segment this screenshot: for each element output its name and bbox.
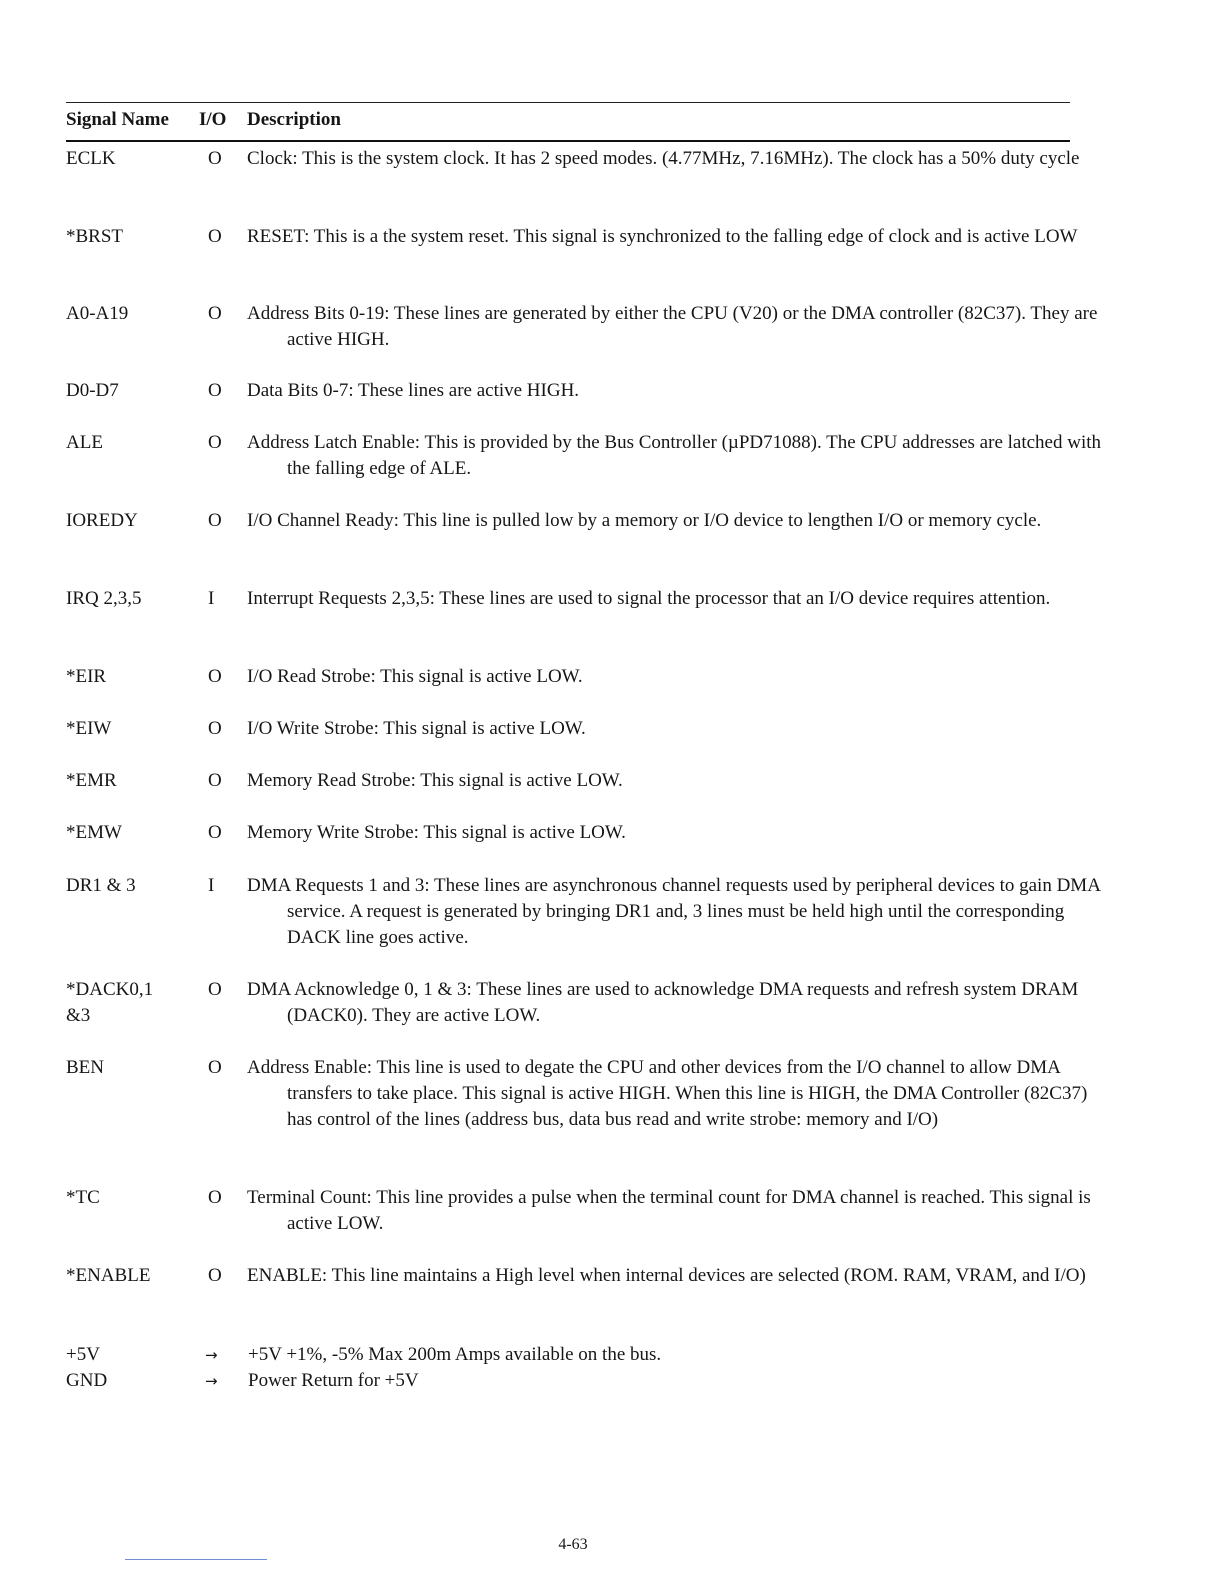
signal-description: Address Bits 0-19: These lines are generated by either the CPU (V20) or the DMA controller (82C37). They are active HIGH. — [247, 303, 1098, 350]
signal-description: Terminal Count: This line provides a pulse when the terminal count for DMA channel is reached. This signal is active LOW. — [247, 1187, 1091, 1234]
page-number: 4-63 — [558, 1536, 588, 1553]
power-description: +5V +1%, -5% Max 200m Amps available on the bus. — [248, 1344, 662, 1365]
signal-io: O — [208, 303, 222, 324]
signal-io: O — [208, 666, 222, 687]
footer-decorative-line — [125, 1559, 267, 1560]
signal-name: *TC — [66, 1187, 100, 1208]
signal-name: D0-D7 — [66, 380, 119, 401]
signal-io: O — [208, 1265, 222, 1286]
arrow-right-icon: → — [205, 1372, 218, 1390]
signal-io: I — [208, 875, 215, 896]
signal-io: O — [208, 226, 222, 247]
signal-name: A0-A19 — [66, 303, 129, 324]
signal-io: O — [208, 718, 222, 739]
signal-description: Memory Read Strobe: This signal is active LOW. — [247, 770, 623, 791]
signal-description: DMA Requests 1 and 3: These lines are asynchronous channel requests used by peripheral devices to gain DMA service. A request is generated by bringing DR1 and, 3 lines must be held high until the corresponding DACK line goes active. — [247, 875, 1100, 948]
signal-io: O — [208, 822, 222, 843]
signal-name: BEN — [66, 1057, 104, 1078]
signal-description: Clock: This is the system clock. It has 2 speed modes. (4.77MHz, 7.16MHz). The clock has a 50% duty cycle — [247, 148, 1080, 169]
header-signal-name: Signal Name — [66, 109, 169, 130]
signal-name: *BRST — [66, 226, 124, 247]
signal-name: *DACK0,1 &3 — [66, 979, 154, 1026]
signal-description: Memory Write Strobe: This signal is active LOW. — [247, 822, 626, 843]
signal-name: *EIR — [66, 666, 107, 687]
signal-name: ALE — [66, 432, 103, 453]
signal-name: *EMR — [66, 770, 117, 791]
page-footer — [0, 1536, 1224, 1554]
signal-io: O — [208, 1187, 222, 1208]
table-header — [66, 109, 1070, 135]
signal-name: *ENABLE — [66, 1265, 151, 1286]
signal-io: O — [208, 432, 222, 453]
signal-io: O — [208, 1057, 222, 1078]
signal-description: ENABLE: This line maintains a High level when internal devices are selected (ROM. RAM, VRAM, and I/O) — [247, 1265, 1086, 1286]
signal-io: O — [208, 770, 222, 791]
signal-description: I/O Write Strobe: This signal is active LOW. — [247, 718, 586, 739]
signal-io: O — [208, 148, 222, 169]
table-top-rule — [66, 102, 1070, 103]
signal-name: IOREDY — [66, 510, 138, 531]
signal-description: Address Latch Enable: This is provided by the Bus Controller (µPD71088). The CPU addresses are latched with the falling edge of ALE. — [247, 432, 1102, 479]
header-description: Description — [247, 109, 341, 130]
signal-description: I/O Read Strobe: This signal is active LOW. — [247, 666, 583, 687]
signal-name: *EIW — [66, 718, 112, 739]
signal-name: IRQ 2,3,5 — [66, 588, 142, 609]
signal-description: I/O Channel Ready: This line is pulled low by a memory or I/O device to lengthen I/O or memory cycle. — [247, 510, 1042, 531]
power-signal-name: GND — [66, 1370, 108, 1391]
signal-description: RESET: This is a the system reset. This signal is synchronized to the falling edge of clock and is active LOW — [247, 226, 1078, 247]
signal-description: DMA Acknowledge 0, 1 & 3: These lines are used to acknowledge DMA requests and refresh system DRAM (DACK0). They are active LOW. — [247, 979, 1079, 1026]
signal-name: DR1 & 3 — [66, 875, 136, 896]
power-signal-name: +5V — [66, 1344, 100, 1365]
signal-io: I — [208, 588, 215, 609]
header-io: I/O — [199, 109, 227, 130]
signal-description: Interrupt Requests 2,3,5: These lines are used to signal the processor that an I/O device requires attention. — [247, 588, 1051, 609]
signal-io: O — [208, 979, 222, 1000]
signal-description: Address Enable: This line is used to degate the CPU and other devices from the I/O channel to allow DMA transfers to take place. This signal is active HIGH. When this line is HIGH, the DMA Controller (82C37) has control of the lines (address bus, data bus read and write strobe: memory and I/O) — [247, 1057, 1088, 1130]
signal-io: O — [208, 380, 222, 401]
power-description: Power Return for +5V — [248, 1370, 419, 1391]
signal-name: *EMW — [66, 822, 122, 843]
signal-io: O — [208, 510, 222, 531]
signal-description: Data Bits 0-7: These lines are active HIGH. — [247, 380, 580, 401]
table-header-rule — [66, 140, 1070, 142]
signal-name: ECLK — [66, 148, 116, 169]
arrow-right-icon: → — [205, 1346, 218, 1364]
